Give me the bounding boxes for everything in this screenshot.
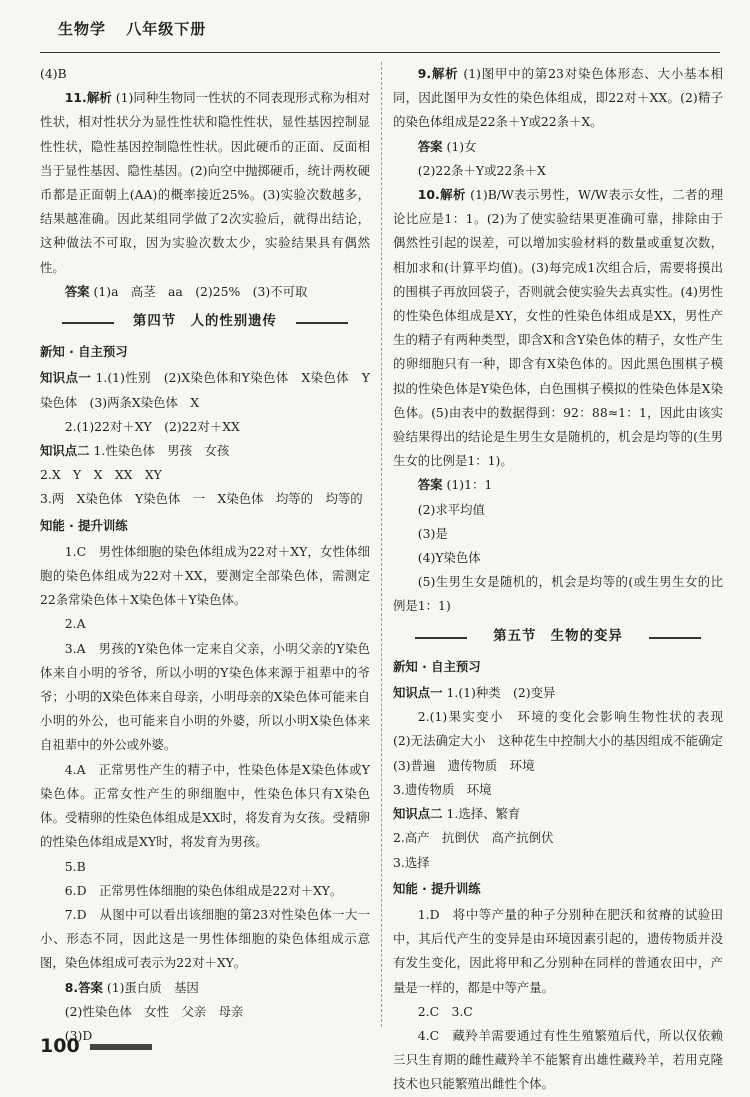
answer-paragraph [393,570,723,618]
answer-paragraph [393,1000,723,1024]
paragraph-text: 1.(1)种类 (2)变异 [446,685,556,701]
paragraph-text: 3.A 男孩的Y染色体一定来自父亲，小明父亲的Y染色体来自小明的爷爷，所以小明的Y染色体来源于祖辈中的爷爷；小明的X染色体来自母亲，小明母亲的X染色体可能来自小明的外公，也可能来自小明的外婆，所以小明X染色体来自祖辈中的外公或外婆。 [40,640,370,753]
answer-paragraph [393,135,723,159]
answer-paragraph [40,415,370,439]
answer-label: 答案 [78,979,103,995]
answer-paragraph [40,855,370,879]
answer-paragraph [393,546,723,570]
paragraph-text: 2.(1)果实变小 环境的变化会影响生物性状的表现 (2)无法确定大小 这种花生中控制大小的基因组成不能确定 (3)普遍 遗传物质 环境 [393,709,736,773]
answer-paragraph [393,498,723,522]
answer-paragraph [40,463,370,487]
answer-label: 答案 [417,477,443,493]
paragraph-text: 1.C 男性体细胞的染色体组成为22对＋XY，女性体细胞的染色体组成为22对＋XX，要测定全部染色体，需测定22条常染色体＋X染色体＋Y染色体。 [40,543,370,608]
section-title: 第四节 人的性别遗传 [40,310,370,334]
answer-paragraph [40,439,370,463]
section-title: 第五节 生物的变异 [393,625,723,649]
answer-paragraph [40,903,370,976]
answer-paragraph [40,758,370,855]
header-subject: 生物学 [58,20,107,38]
answer-paragraph [393,778,723,802]
answer-label: 解析 [439,187,466,203]
answer-label: 解析 [431,66,459,81]
answer-paragraph [393,681,723,705]
answer-paragraph [40,86,370,280]
paragraph-text: (1)女 [446,138,477,154]
answer-label: 解析 [86,90,112,106]
answer-paragraph [40,637,370,758]
paragraph-text: 6.D 正常男性体细胞的染色体组成是22对＋XY。 [64,882,343,898]
page-number: 100 [40,1035,80,1057]
paragraph-text: 3.两 X染色体 Y染色体 一 X染色体 均等的 均等的 [40,491,363,507]
paragraph-text: (1)图甲中的第23对染色体形态、大小基本相同，因此图甲为女性的染色体组成，即22对＋XX。(2)精子的染色体组成是22条＋Y或22条＋X。 [393,66,723,130]
subsection-heading: 知能 · 提升训练 [40,517,128,533]
answer-paragraph [40,487,370,511]
paragraph-text: (4)Y染色体 [417,550,481,566]
question-number: 8. [64,979,79,995]
answer-label: 知识点二 [40,443,90,459]
answer-paragraph [393,851,723,875]
paragraph-text: (3)D [64,1027,93,1043]
paragraph-text: (1)B/W表示男性，W/W表示女性，二者的理论比应是1：1。(2)为了使实验结果更准确可靠，排除由于偶然性引起的误差，可以增加实验材料的数量或重复次数，相加求和(计算平均值)。(3)每完成1次组合后，需要将摸出的围棋子再放回袋子，否则就会使实验失去真实性。(4)男性的性染色体组成是XY，女性的性染色体组成是XX，男性产生的精子有两种类型，即含X和含Y染色体的精子，女性产生的卵细胞只有一种，即含有X染色体的。因此黑色围棋子模拟的性染色体是Y染色体，白色围棋子模拟的性染色体是X染色体。(5)由表中的数据得到：92：88≈1：1，因此由该实验结果得出的结论是生男生女是随机的，机会是均等的(生男生女的比例是1：1)。 [393,187,724,469]
answer-paragraph [393,802,723,826]
answer-paragraph [393,903,723,1000]
paragraph-text: 2.(1)22对＋XY (2)22对＋XX [64,418,240,434]
paragraph-text: (5)生男生女是随机的，机会是均等的(或生男生女的比例是1：1) [393,574,723,614]
paragraph-text: (4)B [40,66,67,81]
question-number: 10. [417,187,440,203]
answer-paragraph [40,280,370,304]
paragraph-text: (2)22条＋Y或22条＋X [417,162,546,178]
paragraph-text: 1.D 将中等产量的种子分别种在肥沃和贫瘠的试验田中，其后代产生的变异是由环境因素引起的，遗传物质并没有发生变化，因此将甲和乙分别种在同样的普通农田中，产量是一样的，都是中等产量。 [393,906,723,995]
subsection-heading: 知能 · 提升训练 [393,880,481,896]
question-number: 9. [417,66,432,81]
answer-label: 答案 [64,283,90,299]
answer-paragraph [393,62,723,135]
paragraph-text: (3)是 [417,525,448,541]
answer-paragraph [393,473,723,497]
paragraph-text: (2)求平均值 [417,501,485,517]
answer-paragraph [393,826,723,850]
answer-paragraph [40,540,370,613]
paragraph-text: 7.D 从图中可以看出该细胞的第23对性染色体一大一小、形态不同，因此这是一男性体细胞的染色体组成示意图，染色体组成可表示为22对＋XY。 [40,906,370,971]
paragraph-text: 1.性染色体 男孩 女孩 [93,443,230,459]
paragraph-text: 2.A [64,616,86,632]
answer-paragraph [40,366,370,414]
column-divider [381,62,382,1027]
answer-paragraph [393,183,723,473]
paragraph-text: (1)a 高茎 aa (2)25% (3)不可取 [93,283,308,299]
answer-paragraph [393,1024,723,1097]
paragraph-text: (1)同种生物同一性状的不同表现形式称为相对性状，相对性状分为显性性状和隐性性状，显性基因控制显性性状，隐性基因控制隐性性状。因此硬币的正面、反面相当于显性基因、隐性基因。(2)向空中抛掷硬币，统计两枚硬币都是正面朝上(AA)的概率接近25%。(3)实验次数越多，结果越准确。因此某组同学做了2次实验后，就得出结论，这种做法不可取，因为实验次数太少，实验结果具有偶然性。 [40,90,370,275]
paragraph-text: (2)性染色体 女性 父亲 母亲 [64,1003,244,1019]
paragraph-text: 1.(1)性别 (2)X染色体和Y染色体 X染色体 Y染色体 (3)两条X染色体 X [40,370,370,410]
paragraph-text: 3.选择 [393,854,430,870]
answer-label: 知识点一 [40,370,92,386]
left-column [40,62,370,1048]
answer-paragraph [393,159,723,183]
paragraph-text: 4.A 正常男性产生的精子中，性染色体是X染色体或Y染色体。正常女性产生的卵细胞中，性染色体只有X染色体。受精卵的性染色体组成是XX时，将发育为女孩。受精卵的性染色体组成是XY时，将发育为男孩。 [40,761,370,850]
paragraph-text: 3.遗传物质 环境 [393,781,492,797]
paragraph-text: 2.C 3.C [417,1003,473,1019]
paragraph-text: 1.选择、繁育 [446,806,521,822]
subsection-heading: 新知 · 自主预习 [40,344,128,360]
page-number-bar [90,1044,152,1050]
answer-label: 知识点一 [393,685,443,701]
right-column [393,62,736,1097]
answer-paragraph [393,522,723,546]
paragraph-text: (1)蛋白质 基因 [106,979,199,995]
answer-paragraph [393,705,736,778]
answer-paragraph [40,62,370,86]
header-rule [40,52,720,53]
paragraph-text: 5.B [64,858,86,874]
answer-label: 知识点二 [393,806,443,822]
answer-paragraph [40,1000,370,1024]
answer-label: 答案 [417,138,443,154]
answer-paragraph [40,976,370,1000]
paragraph-text: 2.X Y X XX XY [40,467,162,483]
paragraph-text: 4.C 藏羚羊需要通过有性生殖繁殖后代，所以仅依赖三只生育期的雌性藏羚羊不能繁育出雄性藏羚羊，若用克隆技术也只能繁殖出雌性个体。 [393,1027,723,1092]
header-grade: 八年级下册 [126,20,207,38]
running-header [58,18,220,39]
paragraph-text: 2.高产 抗倒伏 高产抗倒伏 [393,830,554,846]
paragraph-text: (1)1：1 [446,477,493,493]
answer-paragraph [40,612,370,636]
subsection-heading: 新知 · 自主预习 [393,658,481,674]
question-number: 11. [64,90,87,106]
answer-paragraph [40,879,370,903]
